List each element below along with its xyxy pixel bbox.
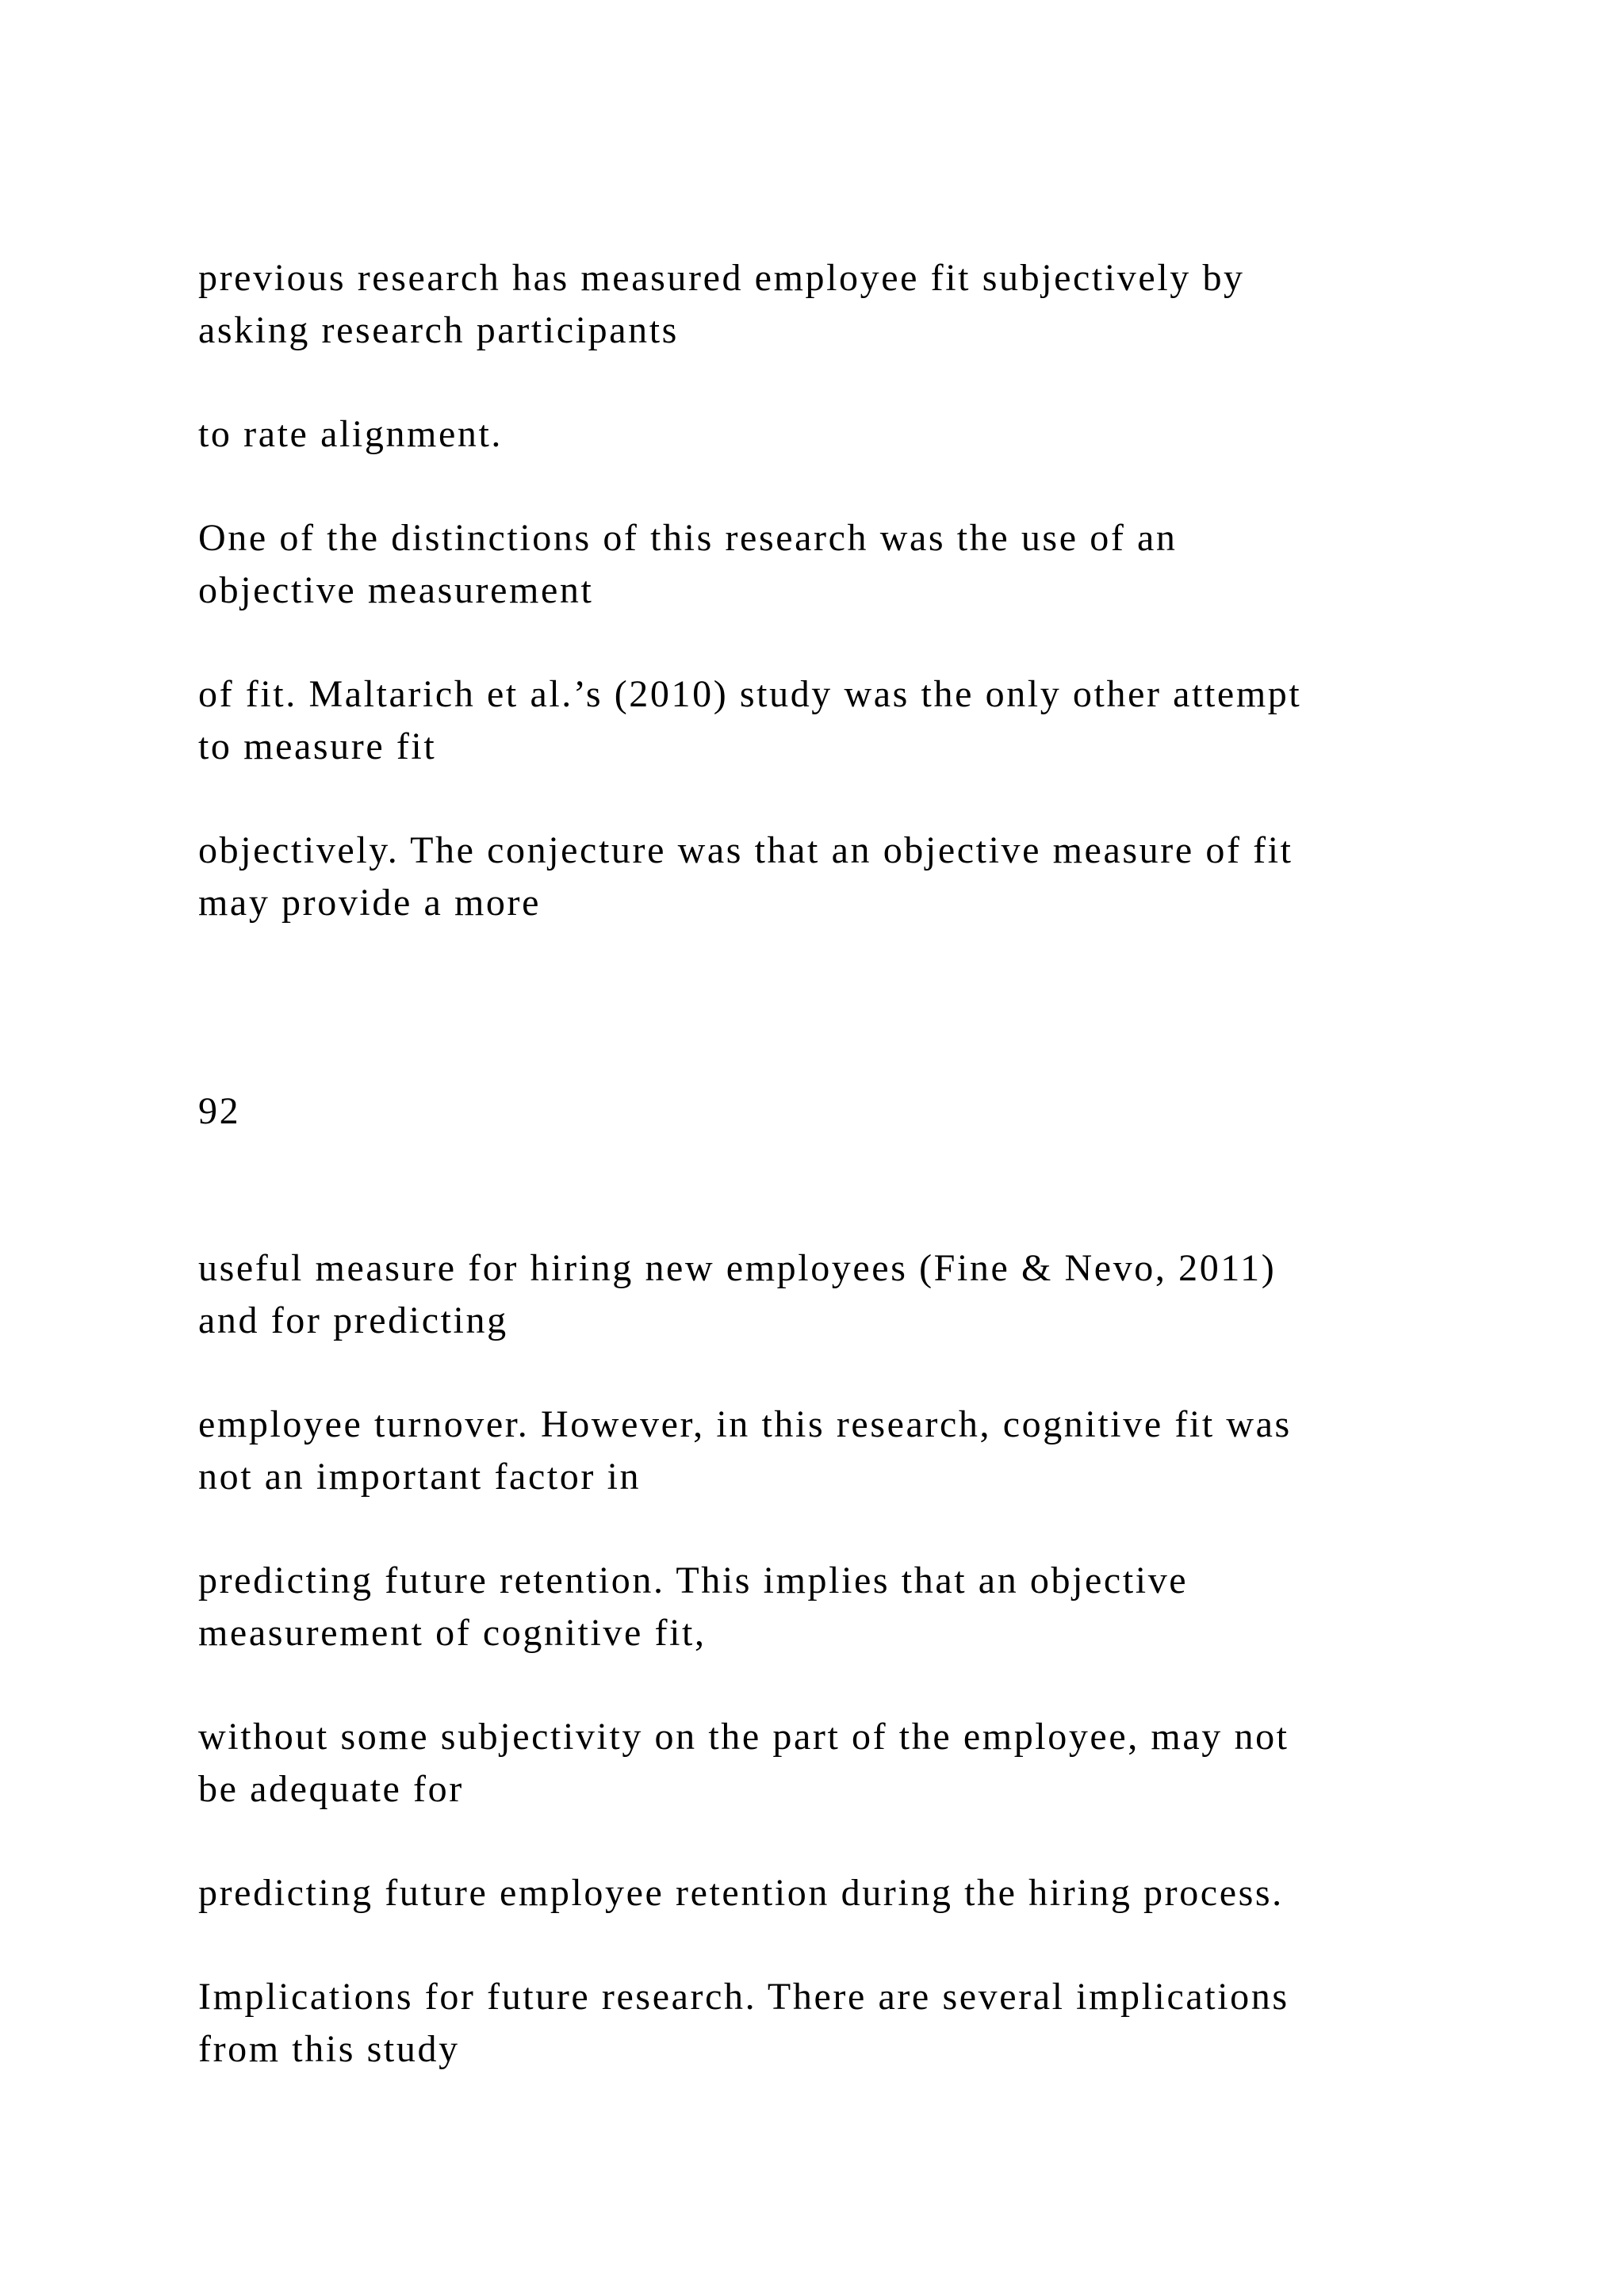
page-number-text: 92 [198, 1090, 241, 1132]
paragraph-hiring-process [198, 1867, 1467, 1919]
paragraph-predicting-retention [198, 1555, 1467, 1659]
text-line: employee turnover. However, in this research, cognitive fit was [198, 1403, 1292, 1445]
text-line: useful measure for hiring new employees (Fine & Nevo, 2011) [198, 1247, 1277, 1289]
text-line: previous research has measured employee fit subjectively by [198, 257, 1245, 299]
text-line: objective measurement [198, 569, 594, 611]
text-line: of fit. Maltarich et al.’s (2010) study was the only other attempt [198, 673, 1302, 715]
text-line: may provide a more [198, 882, 541, 924]
text-line: Implications for future research. There are several implications [198, 1976, 1289, 2018]
text-line: to measure fit [198, 725, 437, 767]
paragraph-rate-alignment [198, 408, 1467, 461]
paragraph-turnover [198, 1399, 1467, 1503]
text-line: predicting future retention. This implies that an objective [198, 1559, 1189, 1601]
text-line: predicting future employee retention during the hiring process. [198, 1872, 1284, 1914]
text-line: from this study [198, 2028, 460, 2070]
paragraph-subjectivity [198, 1711, 1467, 1816]
text-line: not an important factor in [198, 1456, 642, 1498]
text-line: be adequate for [198, 1768, 464, 1810]
paragraph-maltarich [198, 668, 1467, 773]
text-line: objectively. The conjecture was that an objective measure of fit [198, 829, 1293, 871]
paragraph-distinctions [198, 512, 1467, 617]
text-line: asking research participants [198, 309, 679, 351]
paragraph-previous-research [198, 252, 1467, 357]
paragraph-useful-measure [198, 1242, 1467, 1347]
paragraph-implications [198, 1971, 1467, 2076]
page-number [198, 1085, 1467, 1138]
paragraph-conjecture [198, 825, 1467, 929]
text-line: measurement of cognitive fit, [198, 1612, 707, 1654]
text-line: One of the distinctions of this research was the use of an [198, 517, 1178, 559]
text-line: and for predicting [198, 1299, 508, 1341]
text-line: without some subjectivity on the part of the employee, may not [198, 1716, 1289, 1758]
text-line: to rate alignment. [198, 413, 504, 455]
